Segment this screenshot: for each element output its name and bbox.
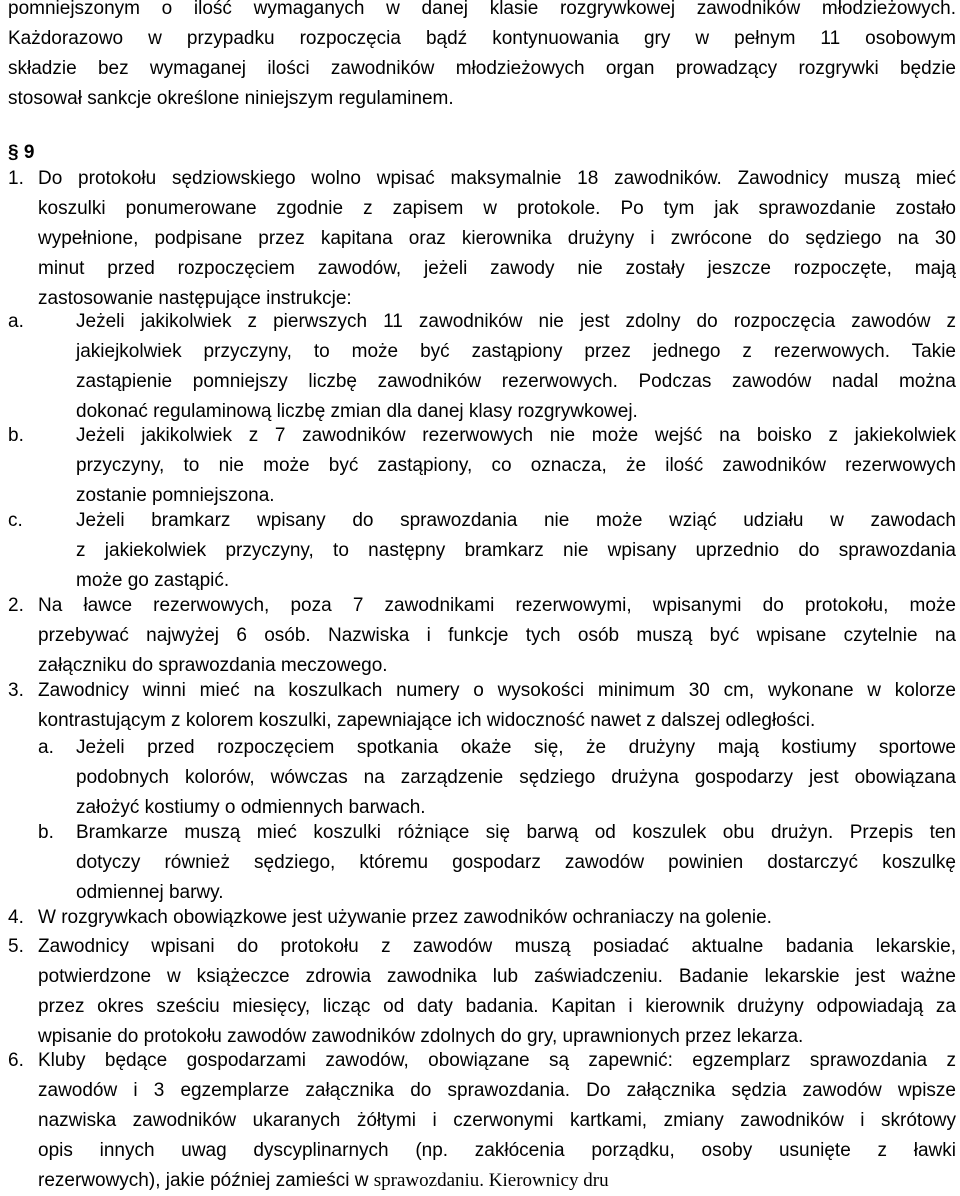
subitem-text — [76, 421, 956, 511]
text-line: Do protokołu sędziowskiego wolno wpisać maksymalnie 18 zawodników. Zawodnicy muszą mieć — [38, 168, 956, 189]
text-line: może go zastąpić. — [76, 570, 230, 591]
text-line: jakiejkolwiek przyczyny, to może być zastąpiony przez jednego z rezerwowych. Takie — [76, 341, 956, 362]
text-line: Jeżeli przed rozpoczęciem spotkania okaże się, że drużyny mają kostiumy sportowe — [76, 737, 956, 758]
text-fragment-serif: sprawozdaniu. Kierownicy dru — [373, 1170, 609, 1191]
item-number: 4. — [8, 907, 24, 928]
text-line: Zawodnicy wpisani do protokołu z zawodów muszą posiadać aktualne badania lekarskie, — [38, 936, 956, 957]
text-line: zostanie pomniejszona. — [76, 485, 275, 506]
subitem-label: b. — [38, 822, 54, 843]
subitem-label: c. — [8, 510, 23, 531]
text-line: Na ławce rezerwowych, poza 7 zawodnikami rezerwowymi, wpisanymi do protokołu, może — [38, 595, 956, 616]
subitem-text — [76, 307, 956, 427]
section-heading: § 9 — [8, 142, 35, 163]
text-line: Bramkarze muszą mieć koszulki różniące się barwą od koszulek obu drużyn. Przepis ten — [76, 822, 956, 843]
intro-paragraph — [8, 0, 956, 114]
text-line: podobnych kolorów, wówczas na zarządzenie sędziego drużyna gospodarzy jest obowiązana — [76, 767, 956, 788]
subitem-label: b. — [8, 425, 24, 446]
text-line: założyć kostiumy o odmiennych barwach. — [76, 797, 426, 818]
item-number: 2. — [8, 595, 24, 616]
text-line: Każdorazowo w przypadku rozpoczęcia bądź kontynuowania gry w pełnym 11 osobowym — [8, 28, 956, 49]
item-text — [38, 591, 956, 681]
text-line: Jeżeli bramkarz wpisany do sprawozdania nie może wziąć udziału w zawodach — [76, 510, 956, 531]
text-line: przez okres sześciu miesięcy, licząc od daty badania. Kapitan i kierownik drużyny odpowiadają za — [38, 996, 956, 1017]
text-line: składzie bez wymaganej ilości zawodników młodzieżowych organ prowadzący rozgrywki będzie — [8, 58, 956, 79]
text-line: dokonać regulaminową liczbę zmian dla danej klasy rozgrywkowej. — [76, 401, 638, 422]
text-line: nazwiska zawodników ukaranych żółtymi i czerwonymi kartkami, zmiany zawodników i skrótowy — [38, 1110, 956, 1131]
text-line: zastosowanie następujące instrukcje: — [38, 288, 352, 309]
text-line: Jeżeli jakikolwiek z 7 zawodników rezerwowych nie może wejść na boisko z jakiekolwiek — [76, 425, 956, 446]
text-line: pomniejszonym o ilość wymaganych w danej klasie rozgrywkowej zawodników młodzieżowych. — [8, 0, 956, 19]
text-line: zastąpienie pomniejszy liczbę zawodników rezerwowych. Podczas zawodów nadal można — [76, 371, 956, 392]
item-text — [38, 932, 956, 1052]
item-text — [38, 164, 956, 314]
text-line-last — [38, 1166, 956, 1196]
item-number: 5. — [8, 936, 24, 957]
text-fragment: rezerwowych), jakie później zamieści w — [38, 1170, 374, 1191]
text-line: dotyczy również sędziego, któremu gospodarz zawodów powinien dostarczyć koszulkę — [76, 852, 956, 873]
item-text — [38, 903, 956, 933]
text-line: potwierdzone w książeczce zdrowia zawodnika lub zaświadczeniu. Badanie lekarskie jest ważne — [38, 966, 956, 987]
subitem-label: a. — [38, 737, 54, 758]
text-line: przebywać najwyżej 6 osób. Nazwiska i funkcje tych osób muszą być wpisane czytelnie na — [38, 625, 956, 646]
text-line: minut przed rozpoczęciem zawodów, jeżeli zawody nie zostały jeszcze rozpoczęte, mają — [38, 258, 956, 279]
text-line: koszulki ponumerowane zgodnie z zapisem w protokole. Po tym jak sprawozdanie zostało — [38, 198, 956, 219]
text-line: W rozgrywkach obowiązkowe jest używanie przez zawodników ochraniaczy na golenie. — [38, 907, 772, 928]
text-line: Jeżeli jakikolwiek z pierwszych 11 zawodników nie jest zdolny do rozpoczęcia zawodów z — [76, 311, 956, 332]
text-line: Kluby będące gospodarzami zawodów, obowiązane są zapewnić: egzemplarz sprawozdania z — [38, 1050, 956, 1071]
text-line: wpisanie do protokołu zawodów zawodników zdolnych do gry, uprawnionych przez lekarza. — [38, 1026, 804, 1047]
subitem-text — [76, 733, 956, 823]
text-line: kontrastującym z kolorem koszulki, zapewniające ich widoczność nawet z dalszej odległości. — [38, 710, 816, 731]
subitem-text — [76, 818, 956, 908]
text-line: przyczyny, to nie może być zastąpiony, co oznacza, że ilość zawodników rezerwowych — [76, 455, 956, 476]
subitem-text — [76, 506, 956, 596]
text-line: opis innych uwag dyscyplinarnych (np. zakłócenia porządku, osoby usunięte z ławki — [38, 1140, 956, 1161]
text-line: z jakiekolwiek przyczyny, to następny bramkarz nie wpisany uprzednio do sprawozdania — [76, 540, 956, 561]
text-line: zawodów i 3 egzemplarze załącznika do sprawozdania. Do załącznika sędzia zawodów wpisze — [38, 1080, 956, 1101]
text-line: wypełnione, podpisane przez kapitana oraz kierownika drużyny i zwrócone do sędziego na 30 — [38, 228, 956, 249]
text-line: stosował sankcje określone niniejszym regulaminem. — [8, 88, 454, 109]
item-text — [38, 676, 956, 736]
text-line: odmiennej barwy. — [76, 882, 224, 903]
text-line: załączniku do sprawozdania meczowego. — [38, 655, 388, 676]
item-number: 6. — [8, 1050, 24, 1071]
item-number: 3. — [8, 680, 24, 701]
item-number: 1. — [8, 168, 24, 189]
subitem-label: a. — [8, 311, 24, 332]
text-line: Zawodnicy winni mieć na koszulkach numery o wysokości minimum 30 cm, wykonane w kolorze — [38, 680, 956, 701]
item-text — [38, 1046, 956, 1196]
